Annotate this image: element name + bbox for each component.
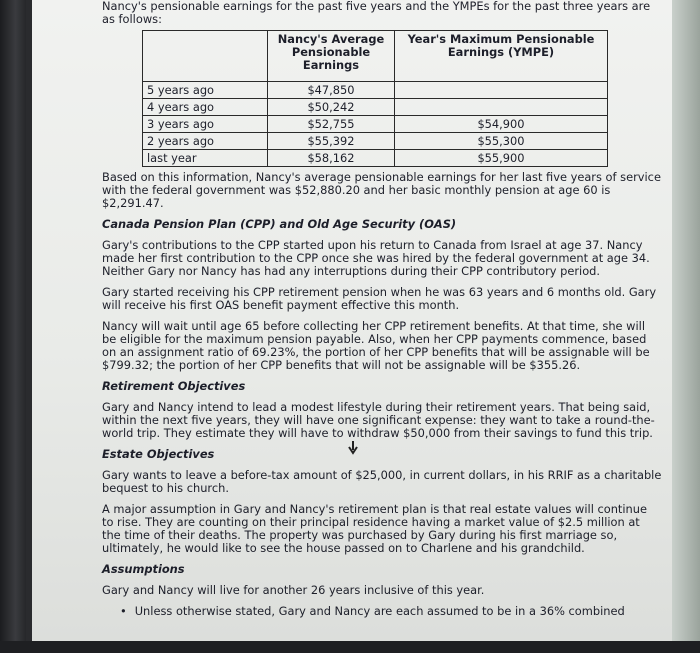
bullet-icon: • xyxy=(120,604,127,618)
background-right-edge xyxy=(672,0,700,653)
row-ympe: $55,300 xyxy=(395,133,608,150)
row-earnings: $50,242 xyxy=(268,99,395,116)
basis-paragraph: Based on this information, Nancy's average pensionable earnings for her last five years of service with the federal government was $52,880.20 and her basic monthly pension at age 60 is $2,291.47. xyxy=(102,170,661,210)
table-row xyxy=(143,99,608,116)
row-earnings: $55,392 xyxy=(268,133,395,150)
monitor-bezel-left xyxy=(0,0,26,653)
section-heading-estate: Estate Objectives xyxy=(102,447,215,461)
table-row xyxy=(143,82,608,99)
row-label: 3 years ago xyxy=(143,116,268,133)
row-earnings: $58,162 xyxy=(268,150,395,167)
cpp-paragraph-1: Gary's contributions to the CPP started upon his return to Canada from Israel at age 37. Nancy made her first contribution to the CPP once she was hired by the federal government at age 34. Neither Gary nor Nancy has had any interruptions during their CPP contributory period. xyxy=(102,238,650,278)
row-ympe: $55,900 xyxy=(395,150,608,167)
row-label: 5 years ago xyxy=(143,82,268,99)
assumptions-paragraph: Gary and Nancy will live for another 26 years inclusive of this year. xyxy=(102,583,485,597)
table-row xyxy=(143,116,608,133)
mouse-cursor-icon xyxy=(347,441,359,455)
document-page xyxy=(32,0,672,641)
cpp-paragraph-2: Gary started receiving his CPP retirement pension when he was 63 years and 6 months old. Gary will receive his first OAS benefit payment effective this month. xyxy=(102,285,657,312)
table-row xyxy=(143,150,608,167)
earnings-table-header-row xyxy=(143,31,608,82)
cpp-paragraph-3: Nancy will wait until age 65 before collecting her CPP retirement benefits. At that time, she will be eligible for the maximum pension payable. Also, when her CPP payments commence, based on an assignment ratio of 69.23%, the portion of her CPP benefits that will be assignable will be $799.32; the portion of her CPP benefits that will not be assignable will be $355.26. xyxy=(102,319,650,372)
header-ympe: Year's Maximum Pensionable Earnings (YMPE) xyxy=(395,31,608,82)
row-earnings: $47,850 xyxy=(268,82,395,99)
row-ympe: $54,900 xyxy=(395,116,608,133)
earnings-table xyxy=(142,30,608,167)
row-label: last year xyxy=(143,150,268,167)
row-label: 4 years ago xyxy=(143,99,268,116)
intro-text: Nancy's pensionable earnings for the past five years and the YMPEs for the past three years are as follows: xyxy=(102,0,651,26)
header-nancy-earnings: Nancy's Average Pensionable Earnings xyxy=(268,31,395,82)
estate-paragraph-1: Gary wants to leave a before-tax amount of $25,000, in current dollars, in his RRIF as a charitable bequest to his church. xyxy=(102,468,662,495)
retirement-paragraph: Gary and Nancy intend to lead a modest lifestyle during their retirement years. That being said, within the next five years, they will have one significant expense: they want to take a round-the-world trip. They estimate they will have to withdraw $50,000 from their savings to fund this trip. xyxy=(102,400,655,440)
document-content xyxy=(102,0,662,618)
estate-paragraph-2: A major assumption in Gary and Nancy's retirement plan is that real estate values will continue to rise. They are counting on their principal residence having a market value of $2.5 million at the time of their deaths. The property was purchased by Gary during his first marriage so, ultimately, he would like to see the house passed on to Charlene and his grandchild. xyxy=(102,502,648,555)
list-item xyxy=(120,605,662,618)
header-blank xyxy=(143,31,268,82)
monitor-bezel-bottom xyxy=(0,641,700,653)
section-heading-assumptions: Assumptions xyxy=(102,562,185,576)
section-heading-retirement: Retirement Objectives xyxy=(102,379,246,393)
bullet-text: Unless otherwise stated, Gary and Nancy are each assumed to be in a 36% combined xyxy=(134,604,625,618)
table-row xyxy=(143,133,608,150)
section-heading-cpp: Canada Pension Plan (CPP) and Old Age Security (OAS) xyxy=(102,217,457,231)
row-earnings: $52,755 xyxy=(268,116,395,133)
row-ympe xyxy=(395,82,608,99)
row-label: 2 years ago xyxy=(143,133,268,150)
row-ympe xyxy=(395,99,608,116)
